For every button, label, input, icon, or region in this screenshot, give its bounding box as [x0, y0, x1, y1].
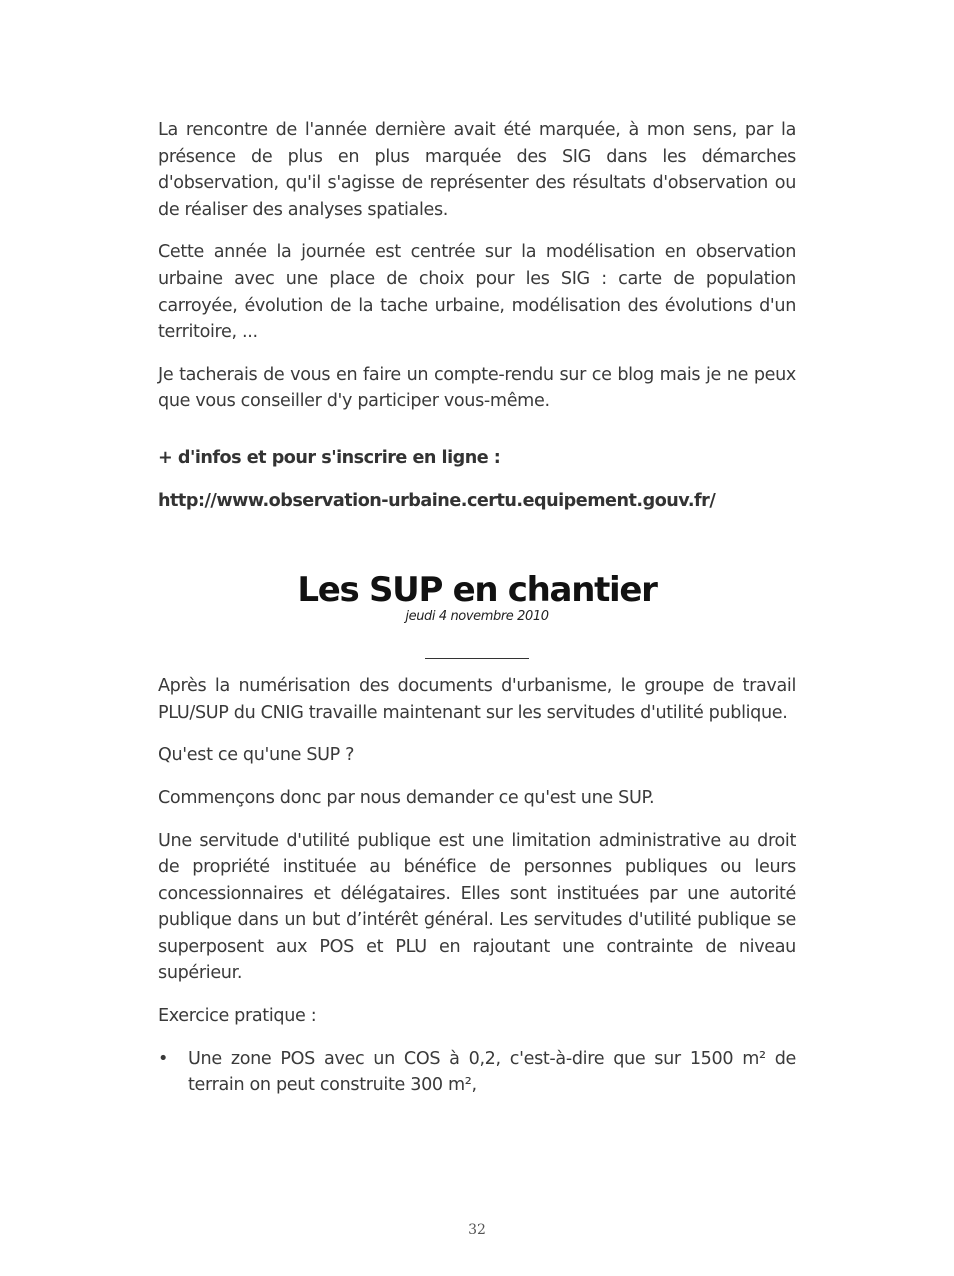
- list-item-text: Une zone POS avec un COS à 0,2, c'est-à-dire que sur 1500 m² de terrain on peut construite 300 m²,: [188, 1048, 796, 1096]
- bullet-icon: •: [158, 1048, 169, 1069]
- page-number: 32: [468, 1222, 486, 1238]
- bullet-list: [158, 1046, 796, 1099]
- intro-paragraph-2: Cette année la journée est centrée sur la modélisation en observation urbaine avec une place de choix pour les SIG : carte de population carroyée, évolution de la tache urbaine, modélisation des évolutions d'un territoire, ...: [158, 242, 796, 343]
- post-date: jeudi 4 novembre 2010: [405, 609, 549, 625]
- info-label: + d'infos et pour s'inscrire en ligne :: [158, 447, 501, 468]
- list-item: [158, 1046, 796, 1099]
- intro-paragraph-3: Je tacherais de vous en faire un compte-rendu sur ce blog mais je ne peux que vous conseiller d'y participer vous-même.: [158, 364, 796, 412]
- post-paragraph-1: Après la numérisation des documents d'urbanisme, le groupe de travail PLU/SUP du CNIG travaille maintenant sur les servitudes d'utilité publique.: [158, 676, 796, 723]
- post-header: [158, 571, 796, 659]
- info-url-link[interactable]: http://www.observation-urbaine.certu.equipement.gouv.fr/: [158, 490, 716, 511]
- intro-paragraph-1: La rencontre de l'année dernière avait été marquée, à mon sens, par la présence de plus en plus marquée des SIG dans les démarches d'observation, qu'il s'agisse de représenter des résultats d'observation ou de réaliser des analyses spatiales.: [158, 120, 796, 220]
- page-content: [158, 117, 796, 1115]
- post-paragraph-3: Commençons donc par nous demander ce qu'est une SUP.: [158, 787, 655, 808]
- post-title: Les SUP en chantier: [297, 570, 657, 611]
- post-paragraph-2: Qu'est ce qu'une SUP ?: [158, 745, 355, 766]
- post-paragraph-4: Une servitude d'utilité publique est une limitation administrative au droit de propriété instituée au bénéfice de personnes publiques ou leurs concessionnaires et délégataires. Elles sont instituées par une autorité publique dans un but d’intérêt général. Les servitudes d'utilité publique se superposent aux POS et PLU en rajoutant une contrainte de niveau supérieur.: [158, 830, 796, 984]
- post-paragraph-5: Exercice pratique :: [158, 1006, 317, 1027]
- separator-line: [425, 658, 529, 659]
